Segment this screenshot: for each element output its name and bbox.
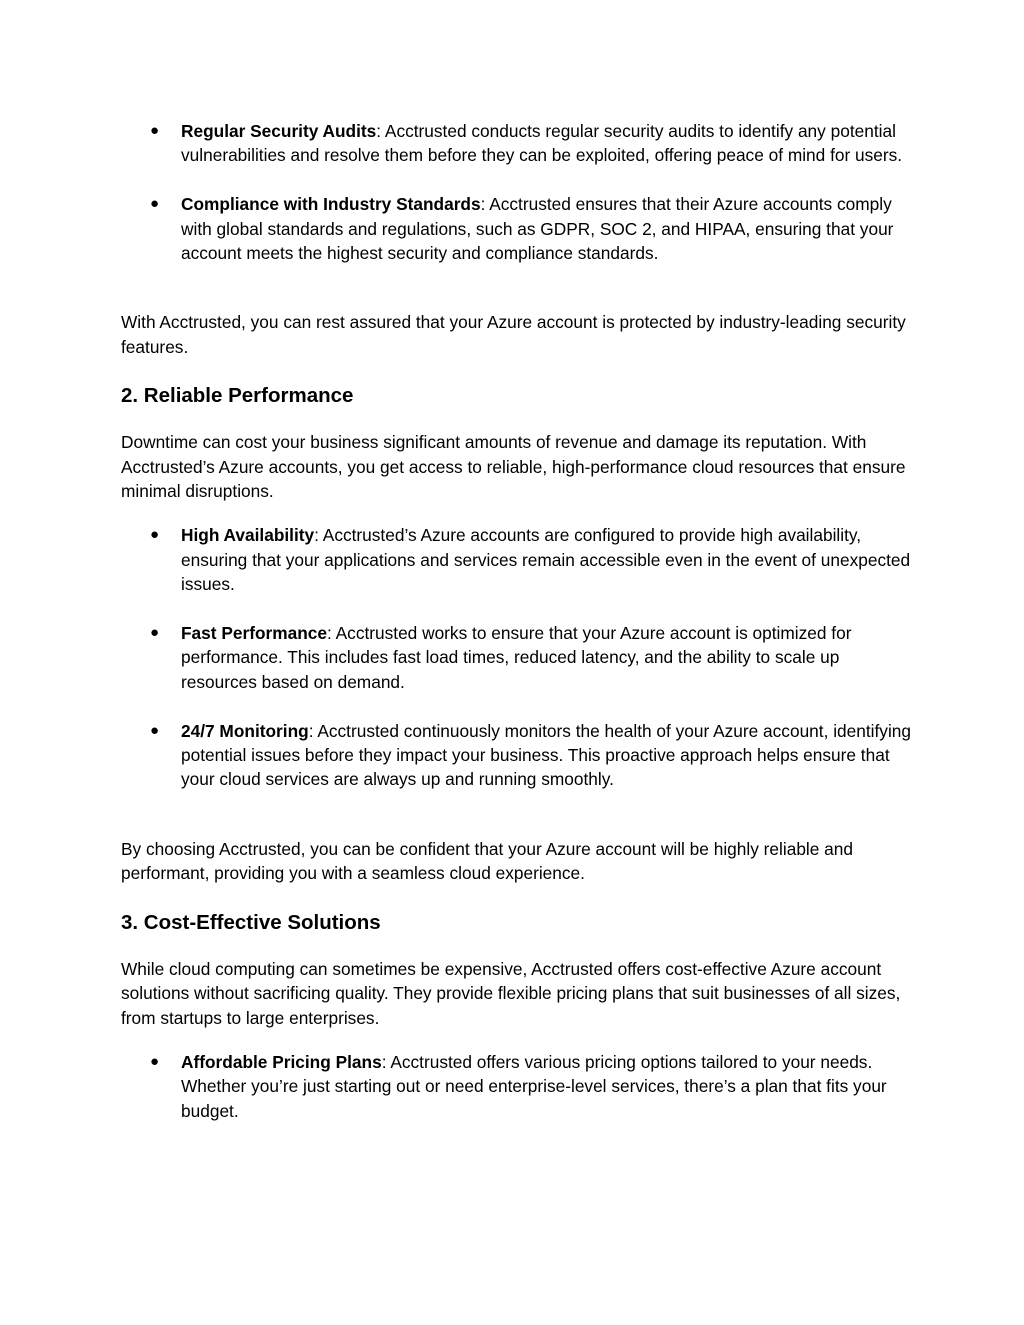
list-item bbox=[121, 523, 911, 596]
list-item bbox=[121, 192, 911, 265]
list-item bbox=[121, 119, 911, 168]
section2-closing-paragraph: By choosing Acctrusted, you can be confident that your Azure account will be highly reliable and performant, providing you with a seamless cloud experience. bbox=[121, 838, 854, 884]
list-item bbox=[121, 621, 911, 694]
list-item-term: High Availability bbox=[181, 525, 315, 546]
section2-heading: 2. Reliable Performance bbox=[121, 384, 354, 408]
bullet-icon: ● bbox=[150, 624, 160, 642]
bullet-icon: ● bbox=[150, 195, 160, 213]
list-item bbox=[121, 1050, 911, 1123]
pricing-features-list bbox=[121, 1050, 911, 1123]
list-item bbox=[121, 719, 911, 792]
section3-intro-paragraph: While cloud computing can sometimes be expensive, Acctrusted offers cost-effective Azure account solutions without sacrificing quality. They provide flexible pricing plans that suit businesses of all sizes, from startups to large enterprises. bbox=[121, 958, 901, 1028]
list-item-text: : Acctrusted ensures that their Azure accounts comply with global standards and regulations, such as GDPR, SOC 2, and HIPAA, ensuring that your account meets the highest security and compliance standards. bbox=[181, 194, 894, 264]
bullet-icon: ● bbox=[150, 721, 160, 739]
section3-heading: 3. Cost-Effective Solutions bbox=[121, 910, 381, 934]
list-item-term: Regular Security Audits bbox=[181, 121, 377, 141]
list-item-text: : Acctrusted offers various pricing options tailored to your needs. Whether you’re just starting out or need enterprise-level services, there’s a plan that fits your budget. bbox=[181, 1051, 887, 1121]
performance-features-list bbox=[121, 523, 911, 791]
document-page bbox=[121, 119, 911, 1123]
security-features-list bbox=[121, 119, 911, 265]
bullet-icon: ● bbox=[150, 526, 160, 544]
list-item-text: : Acctrusted’s Azure accounts are configured to provide high availability, ensuring that your applications and services remain accessible even in the event of unexpected issues. bbox=[181, 525, 911, 595]
list-item-term: Fast Performance bbox=[181, 623, 327, 644]
list-item-text: : Acctrusted continuously monitors the health of your Azure account, identifying potential issues before they impact your business. This proactive approach helps ensure that your cloud services are always up and running smoothly. bbox=[181, 720, 912, 790]
list-item-term: 24/7 Monitoring bbox=[181, 720, 309, 741]
section1-closing-paragraph: With Acctrusted, you can rest assured that your Azure account is protected by industry-leading security features. bbox=[121, 312, 906, 357]
list-item-term: Affordable Pricing Plans bbox=[181, 1051, 382, 1072]
section2-intro-paragraph: Downtime can cost your business significant amounts of revenue and damage its reputation. With Acctrusted’s Azure accounts, you get access to reliable, high-performance cloud resources that ensure minimal disruptions. bbox=[121, 432, 906, 502]
bullet-icon: ● bbox=[150, 122, 160, 139]
list-item-term: Compliance with Industry Standards bbox=[181, 194, 481, 215]
list-item-text: : Acctrusted works to ensure that your Azure account is optimized for performance. This includes fast load times, reduced latency, and the ability to scale up resources based on demand. bbox=[181, 623, 852, 692]
list-item-text: : Acctrusted conducts regular security audits to identify any potential vulnerabilities and resolve them before they can be exploited, offering peace of mind for users. bbox=[181, 121, 903, 166]
bullet-icon: ● bbox=[150, 1052, 160, 1070]
